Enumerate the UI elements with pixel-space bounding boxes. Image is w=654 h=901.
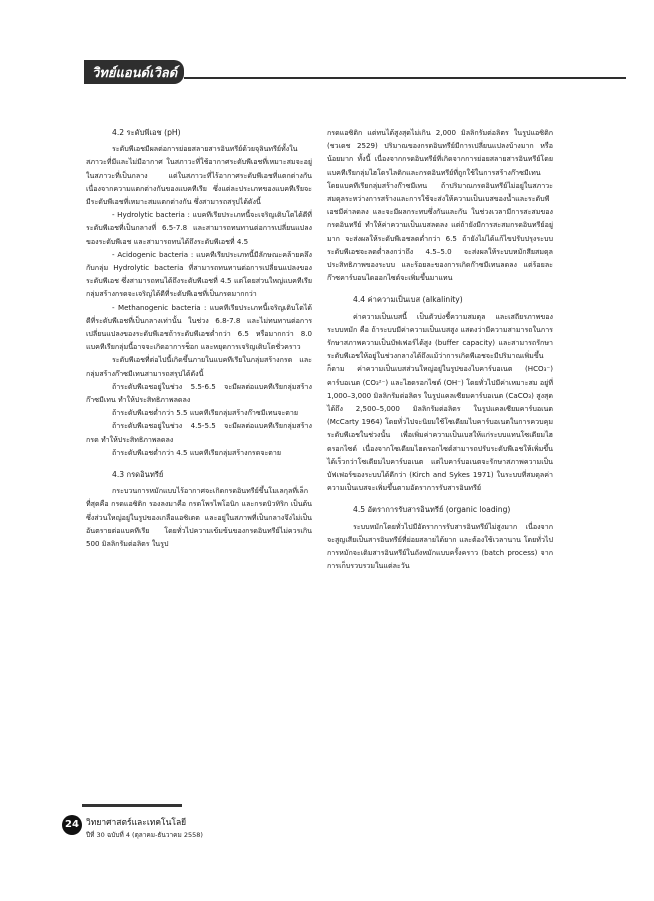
body-paragraph: - Hydrolytic bacteria : แบคทีเรียประเภทนี้จะเจริญเติบโตได้ดีที่ระดับพีเอชที่เป็นกลางที่ 6.5-7.8 และสามารถทนทานต่อการเปลี่ยนแปลงของระดับพีเอช และสามารถทนได้ถึงระดับพีเอชที่ 4.5	[86, 210, 312, 246]
journal-name: วิทยาศาสตร์และเทคโนโลยี	[86, 818, 187, 828]
section-header	[0, 60, 634, 84]
section-title: วิทย์แอนด์เวิลด์	[92, 66, 178, 81]
body-paragraph: กระบวนการหมักแบบไร้อากาศจะเกิดกรดอินทรีย์ขึ้นโมเลกุลที่เล็กที่สุดคือ กรดแอซิติก รองลงมาคือ กรดโพรไพโอนิก และกรดบิวทิริก เป็นต้น ซึ่งส่วนใหญ่อยู่ในรูปของเกลือแอซิเตต และอยู่ในสภาพที่เป็นกลางจึงไม่เป็นอันตรายต่อแบคทีเรีย โดยทั่วไปความเข้มข้นของกรดอินทรีย์ไม่ควรเกิน 500 มิลลิกรัมต่อลิตร ในรูป	[86, 486, 312, 549]
header-rule	[184, 77, 626, 79]
issue-info: ปีที่ 30 ฉบับที่ 4 (ตุลาคม-ธันวาคม 2558)	[86, 831, 203, 839]
section-heading: 4.3 กรดอินทรีย์	[112, 470, 164, 480]
section-heading: 4.5 อัตราการรับสารอินทรีย์ (organic loading)	[353, 505, 511, 515]
body-paragraph: - Acidogenic bacteria : แบคทีเรียประเภทนี้มีลักษณะคล้ายคลึงกับกลุ่ม Hydrolytic bacteria ที่สามารถทนทานต่อการเปลี่ยนแปลงของระดับพีเอช ซึ่งสามารถทนได้ถึงระดับพีเอชที่ 4.5 แต่โดยส่วนใหญ่แบคทีเรียกลุ่มสร้างกรดจะเจริญได้ดีที่ระดับพีเอชที่เป็นกรดมากกว่า	[86, 249, 312, 299]
body-paragraph: ถ้าระดับพีเอชอยู่ในช่วง 4.5-5.5 จะมีผลต่อแบคทีเรียกลุ่มสร้างกรด ทำให้ประสิทธิภาพลดลง	[86, 421, 312, 444]
left-column	[86, 126, 312, 550]
right-column	[327, 126, 553, 573]
section-heading: 4.2 ระดับพีเอช (pH)	[112, 128, 181, 137]
body-paragraph: ระบบหมักโดยทั่วไปมีอัตราการรับสารอินทรีย์ไม่สูงมาก เนื่องจากจะสูญเสียเป็นสารอินทรีย์ที่ย่อยสลายได้ยาก และต้องใช้เวลานาน โดยทั่วไปการหมักจะเติมสารอินทรีย์ในถังหมักแบบครั้งคราว (batch process) จากการเก็บรวบรวมในแต่ละวัน	[327, 521, 553, 571]
body-paragraph: ถ้าระดับพีเอชต่ำกว่า 4.5 แบคทีเรียกลุ่มสร้างกรดจะตาย	[112, 447, 282, 457]
body-paragraph: - Methanogenic bacteria : แบคทีเรียประเภทนี้เจริญเติบโตได้ดีที่ระดับพีเอชที่เป็นกลางเท่านั้น ในช่วง 6.8-7.8 และไม่ทนทานต่อการเปลี่ยนแปลงของระดับพีเอชถ้าระดับพีเอชต่ำกว่า 6.5 หรือมากกว่า 8.0 แบคทีเรียกลุ่มนี้อาจจะเกิดอาการช็อก และหยุดการเจริญเติบโตชั่วคราว	[86, 302, 312, 352]
body-paragraph: กรดแอซิติก แต่ทนได้สูงสุดไม่เกิน 2,000 มิลลิกรัมต่อลิตร ในรูปแอซิติก (ชวเดช 2529) ปริมาณของกรดอินทรีย์มีการเปลี่ยนแปลงบ้างมาก หรือน้อยมาก ทั้งนี้ เนื่องจากกรดอินทรีย์ที่เกิดจากการย่อยสลายสารอินทรีย์โดยแบคทีเรียกลุ่มไฮโดรไลติกและกรดอินทรีย์ที่ถูกใช้ในการสร้างก๊าซมีเทนโดยแบคทีเรียกลุ่มสร้างก๊าซมีเทน ถ้าปริมาณกรดอินทรีย์ไม่อยู่ในสภาวะสมดุลระหว่างการสร้างและการใช้จะส่งให้ความเป็นเบสของน้ำและระดับพีเอชมีค่าลดลง และจะมีผลกระทบซึ่งกันและกัน ในช่วงเวลามีการสะสมของกรดอินทรีย์ ทำให้ค่าความเป็นเบสลดลง แต่ถ้ายังมีการสะสมกรดอินทรีย์อยู่มาก จะส่งผลให้ระดับพีเอชลดต่ำกว่า 6.5 ถ้ายังไม่ได้แก้ไขปรับปรุงระบบ ระดับพีเอชจะลดต่ำลงกว่าถึง 4.5–5.0 จะส่งผลให้ระบบหมักสียสมดุล ประสิทธิภาพของระบบ และร้อยละของการเกิดก๊าซมีเทนลดลง แต่ร้อยละก๊าซคาร์บอนไดออกไซด์จะเพิ่มขึ้นมาแทน	[327, 128, 553, 283]
body-paragraph: ระดับพีเอชมีผลต่อการย่อยสลายสารอินทรีย์ด้วยจุลินทรีย์ทั้งในสภาวะที่มีและไม่มีอากาศ ในสภาวะที่ใช้อากาศระดับพีเอชที่เหมาะสมจะอยู่ในสภาวะที่เป็นกลาง แต่ในสภาวะที่ไร้อากาศระดับพีเอชที่แตกต่างกัน เนื่องจากความแตกต่างกันของแบคทีเรีย ซึ่งแต่ละประเภทของแบคทีเรียจะมีระดับพีเอชที่เหมาะสมแตกต่างกัน ซึ่งสามารถสรุปได้ดังนี้	[86, 144, 312, 207]
body-paragraph: ถ้าระดับพีเอชต่ำกว่า 5.5 แบคทีเรียกลุ่มสร้างก๊าซมีเทนจะตาย	[112, 408, 299, 418]
body-paragraph: ค่าความเป็นเบสนี้ เป็นตัวบ่งชี้ความสมดุล และเสถียรภาพของระบบหมัก คือ ถ้าระบบมีค่าความเป็นเบสสูง แสดงว่ามีความสามารถในการรักษาสภาพความเป็นบัฟเฟอร์ได้สูง (buffer capacity) และสามารถรักษาระดับพีเอชให้อยู่ในช่วงกลางได้ถึงแม้ว่าการเกิดพีเอชจะมีปริมาณเพิ่มขึ้นก็ตาม ค่าความเป็นเบสส่วนใหญ่อยู่ในรูปของไบคาร์บอเนต (HCO₃⁻) คาร์บอเนต (CO₃²⁻) และไฮดรอกไซด์ (OH⁻) โดยทั่วไปมีค่าเหมาะสม อยู่ที่ 1,000–3,000 มิลลิกรัมต่อลิตร ในรูปแคลเซียมคาร์บอเนต (CaCO₃) สูงสุดได้ถึง 2,500–5,000 มิลลิกรัมต่อลิตร ในรูปแคลเซียมคาร์บอเนต (McCarty 1964) โดยทั่วไปจะนิยมใช้โซเดียมไบคาร์บอเนตในการควบคุมระดับพีเอชในช่วงนั้น เพื่อเพิ่มค่าความเป็นเบสให้แก่ระบบแทนโซเดียมไฮดรอกไซด์ เนื่องจากโซเดียมไฮดรอกไซด์สามารถปรับระดับพีเอชให้เพิ่มขึ้นได้เร็วกว่าโซเดียมไบคาร์บอเนต แต่ไบคาร์บอเนตจะรักษาสภาพความเป็นบัฟเฟอร์ของระบบได้ดีกว่า (Kirch and Sykes 1971) ในระบบที่สมดุลค่าความเป็นเบสจะเพิ่มขึ้นตามอัตราการรับสารอินทรีย์	[327, 311, 553, 493]
body-paragraph: ระดับพีเอชที่ต่อไปนี้เกิดขึ้นภายในแบคทีเรียในกลุ่มสร้างกรด และกลุ่มสร้างก๊าซมีเทนสามารถสรุปได้ดังนี้	[86, 355, 312, 378]
body-paragraph: ถ้าระดับพีเอชอยู่ในช่วง 5.5-6.5 จะมีผลต่อแบคทีเรียกลุ่มสร้างก๊าซมีเทน ทำให้ประสิทธิภาพลดลง	[86, 381, 312, 405]
footer-rule	[82, 804, 182, 807]
section-heading: 4.4 ค่าความเป็นเบส (alkalinity)	[353, 295, 463, 305]
page-number: 24	[62, 815, 82, 835]
